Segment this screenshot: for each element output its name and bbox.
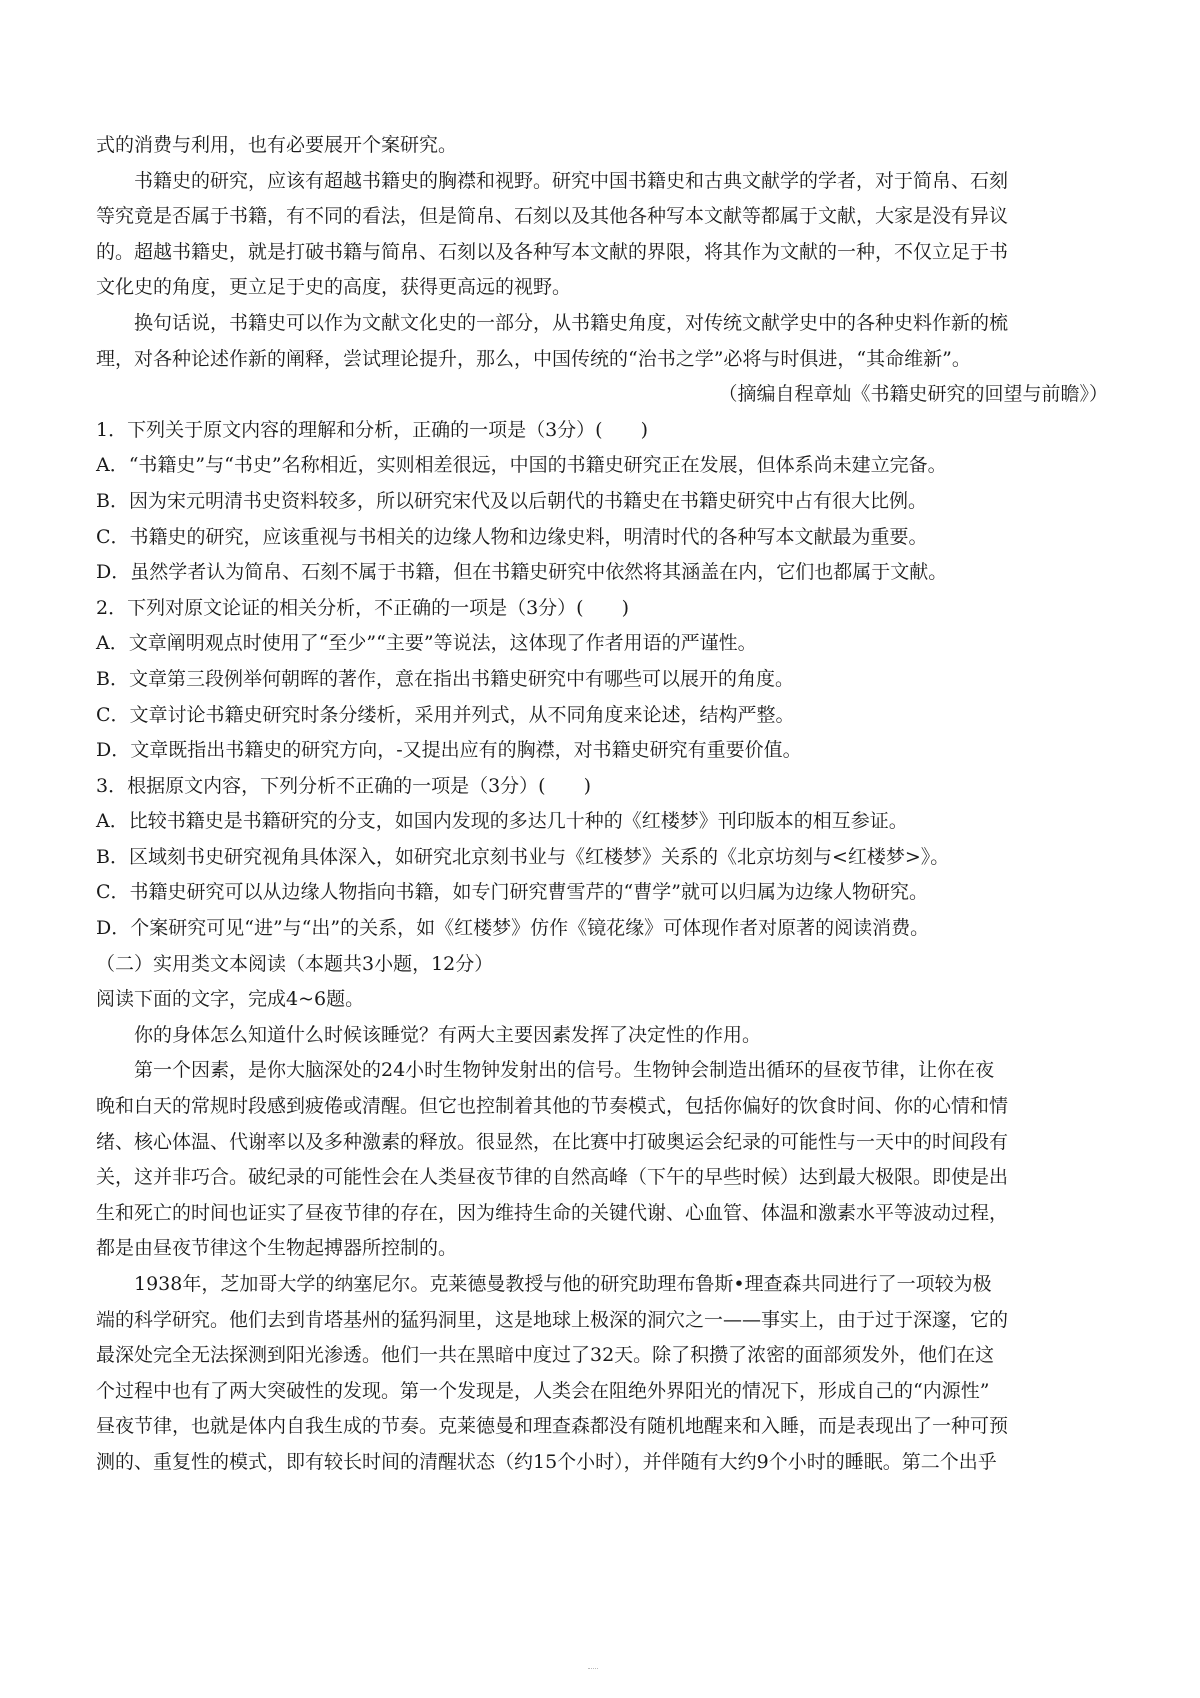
text-line: 都是由昼夜节律这个生物起搏器所控制的。 xyxy=(96,1237,458,1260)
text-line: 换句话说，书籍史可以作为文献文化史的一部分，从书籍史角度，对传统文献学史中的各种史料作新的梳 xyxy=(134,311,1009,334)
text-line: 式的消费与利用，也有必要展开个案研究。 xyxy=(96,134,458,156)
text-line: A．“书籍史”与“书史”名称相近，实则相差很远，中国的书籍史研究正在发展，但体系尚未建立完备。 xyxy=(96,454,947,477)
text-line: D．个案研究可见“进”与“出”的关系，如《红楼梦》仿作《镜花缘》可体现作者对原著的阅读消费。 xyxy=(96,917,930,940)
document-body xyxy=(96,128,1108,1481)
text-line: （二）实用类文本阅读（本题共3小题，12分） xyxy=(96,952,494,975)
source-citation: （摘编自程章灿《书籍史研究的回望与前瞻》） xyxy=(718,383,1108,406)
text-line: 第一个因素，是你大脑深处的24小时生物钟发射出的信号。生物钟会制造出循环的昼夜节律，让你在夜 xyxy=(134,1059,995,1082)
text-line: 1．下列关于原文内容的理解和分析，正确的一项是（3分）( ) xyxy=(96,418,649,441)
text-line: C．文章讨论书籍史研究时条分缕析，采用并列式，从不同角度来论述，结构严整。 xyxy=(96,703,795,726)
page-footer-mark xyxy=(588,1668,598,1671)
text-line: 的。超越书籍史，就是打破书籍与简帛、石刻以及各种写本文献的界限，将其作为文献的一种，不仅立足于书 xyxy=(96,240,1009,263)
text-line: D．虽然学者认为简帛、石刻不属于书籍，但在书籍史研究中依然将其涵盖在内，它们也都属于文献。 xyxy=(96,561,948,584)
text-line: B．区域刻书史研究视角具体深入，如研究北京刻书业与《红楼梦》关系的《北京坊刻与<红楼梦>》。 xyxy=(96,845,950,868)
text-line: 个过程中也有了两大突破性的发现。第一个发现是，人类会在阻绝外界阳光的情况下，形成自己的“内源性” xyxy=(96,1379,990,1402)
text-line: 书籍史的研究，应该有超越书籍史的胸襟和视野。研究中国书籍史和古典文献学的学者，对于简帛、石刻 xyxy=(134,169,1009,192)
text-line: 关，这并非巧合。破纪录的可能性会在人类昼夜节律的自然高峰（下午的早些时候）达到最大极限。即使是出 xyxy=(96,1166,1009,1189)
text-line: C．书籍史的研究，应该重视与书相关的边缘人物和边缘史料，明清时代的各种写本文献最为重要。 xyxy=(96,525,928,548)
text-line: 等究竟是否属于书籍，有不同的看法，但是简帛、石刻以及其他各种写本文献等都属于文献，大家是没有异议 xyxy=(96,205,1009,228)
text-line: 3．根据原文内容，下列分析不正确的一项是（3分）( ) xyxy=(96,774,592,797)
text-line: 绪、核心体温、代谢率以及多种激素的释放。很显然，在比赛中打破奥运会纪录的可能性与一天中的时间段有 xyxy=(96,1130,1009,1153)
text-line: 文化史的角度，更立足于史的高度，获得更高远的视野。 xyxy=(96,276,572,299)
text-line: D．文章既指出书籍史的研究方向，-又提出应有的胸襟，对书籍史研究有重要价值。 xyxy=(96,739,802,762)
text-line: A．文章阐明观点时使用了“至少”“主要”等说法，这体现了作者用语的严谨性。 xyxy=(96,632,757,655)
text-line: 最深处完全无法探测到阳光渗透。他们一共在黑暗中度过了32天。除了积攒了浓密的面部须发外，他们在这 xyxy=(96,1344,995,1367)
text-line: 2．下列对原文论证的相关分析，不正确的一项是（3分）( ) xyxy=(96,596,630,619)
text-line: 理，对各种论述作新的阐释，尝试理论提升，那么，中国传统的“治书之学”必将与时俱进，“其命维新”。 xyxy=(96,347,971,370)
text-line: 晚和白天的常规时段感到疲倦或清醒。但它也控制着其他的节奏模式，包括你偏好的饮食时间、你的心情和情 xyxy=(96,1095,1009,1118)
text-line: 测的、重复性的模式，即有较长时间的清醒状态（约15个小时），并伴随有大约9个小时的睡眠。第二个出乎 xyxy=(96,1450,997,1473)
text-line: 生和死亡的时间也证实了昼夜节律的存在，因为维持生命的关键代谢、心血管、体温和激素水平等波动过程， xyxy=(96,1201,1009,1224)
text-line: A．比较书籍史是书籍研究的分支，如国内发现的多达几十种的《红楼梦》刊印版本的相互参证。 xyxy=(96,810,908,833)
text-line: 你的身体怎么知道什么时候该睡觉？有两大主要因素发挥了决定性的作用。 xyxy=(134,1023,762,1046)
text-line: 昼夜节律，也就是体内自我生成的节奏。克莱德曼和理查森都没有随机地醒来和入睡，而是表现出了一种可预 xyxy=(96,1415,1009,1438)
text-line: 端的科学研究。他们去到肯塔基州的猛犸洞里，这是地球上极深的洞穴之一——事实上，由于过于深邃，它的 xyxy=(96,1308,1009,1331)
text-line: B．因为宋元明清书史资料较多，所以研究宋代及以后朝代的书籍史在书籍史研究中占有很大比例。 xyxy=(96,489,927,512)
text-line: 1938年，芝加哥大学的纳塞尼尔。克莱德曼教授与他的研究助理布鲁斯•理查森共同进行了一项较为极 xyxy=(134,1273,992,1295)
text-line: 阅读下面的文字，完成4~6题。 xyxy=(96,988,365,1011)
text-line: C．书籍史研究可以从边缘人物指向书籍，如专门研究曹雪芹的“曹学”就可以归属为边缘人物研究。 xyxy=(96,881,928,904)
text-line: B．文章第三段例举何朝晖的著作，意在指出书籍史研究中有哪些可以展开的角度。 xyxy=(96,667,794,690)
